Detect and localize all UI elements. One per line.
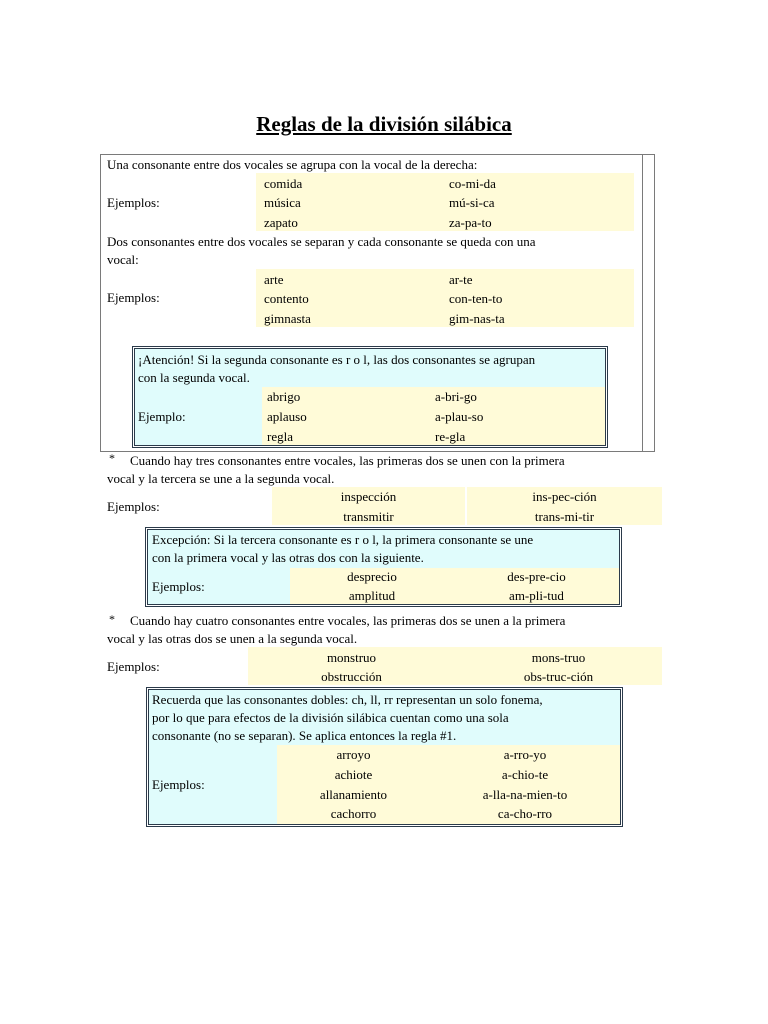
example-split: co-mi-da: [449, 176, 496, 191]
exception-examples-label: Ejemplos:: [152, 579, 205, 594]
example-word: gimnasta: [264, 311, 311, 326]
example-word: abrigo: [267, 389, 301, 404]
example-split: a-lla-na-mien-to: [482, 787, 568, 802]
example-split: a-plau-so: [435, 409, 484, 424]
attention-examples-label: Ejemplo:: [138, 409, 186, 424]
exception-text-line2: con la primera vocal y las otras dos con la siguiente.: [152, 550, 424, 565]
example-word: obstrucción: [321, 669, 382, 684]
rule2-text-line1: Dos consonantes entre dos vocales se separan y cada consonante se queda con una: [107, 234, 536, 249]
frame-side-bar: [641, 154, 655, 452]
example-word: contento: [264, 291, 309, 306]
exception-text-line1: Excepción: Si la tercera consonante es r o l, la primera consonante se une: [152, 532, 534, 547]
example-word: arte: [264, 272, 284, 287]
doubles-text-line1: Recuerda que las consonantes dobles: ch, ll, rr representan un solo fonema,: [152, 692, 543, 707]
example-split: ca-cho-rro: [497, 806, 553, 821]
rule3-text-line2: vocal y la tercera se une a la segunda vocal.: [107, 471, 335, 486]
example-split: a-rro-yo: [503, 747, 547, 762]
example-split: re-gla: [435, 429, 466, 444]
example-word: comida: [264, 176, 303, 191]
example-split: ar-te: [449, 272, 473, 287]
example-split: a-bri-go: [435, 389, 477, 404]
rule1-examples-label: Ejemplos:: [107, 195, 160, 210]
example-word: transmitir: [343, 509, 394, 524]
example-word: zapato: [264, 215, 298, 230]
example-word: amplitud: [348, 588, 396, 603]
bullet-marker: *: [109, 451, 115, 465]
example-split: am-pli-tud: [509, 588, 564, 603]
rule1-text: Una consonante entre dos vocales se agrupa con la vocal de la derecha:: [107, 157, 478, 172]
example-split: trans-mi-tir: [534, 509, 595, 524]
example-split: ins-pec-ción: [532, 489, 597, 504]
rule4-text-line1: Cuando hay cuatro consonantes entre vocales, las primeras dos se unen a la primera: [130, 613, 566, 628]
rule2-text-line2: vocal:: [107, 252, 139, 267]
example-word: desprecio: [347, 569, 397, 584]
doubles-examples-label: Ejemplos:: [152, 777, 205, 792]
attention-text-line2: con la segunda vocal.: [138, 370, 250, 385]
example-split: mú-si-ca: [449, 195, 495, 210]
bullet-marker: *: [109, 612, 115, 626]
example-split: mons-truo: [531, 650, 586, 665]
example-word: monstruo: [326, 650, 377, 665]
example-split: con-ten-to: [449, 291, 503, 306]
doubles-text-line3: consonante (no se separan). Se aplica entonces la regla #1.: [152, 728, 457, 743]
page-title: Reglas de la división silábica: [256, 112, 512, 136]
example-split: gim-nas-ta: [449, 311, 505, 326]
rule2-examples-bg: [256, 269, 634, 327]
rule3-text-line1: Cuando hay tres consonantes entre vocales, las primeras dos se unen con la primera: [130, 453, 565, 468]
example-word: inspección: [340, 489, 397, 504]
example-word: aplauso: [267, 409, 307, 424]
rule1-examples-bg: [256, 173, 634, 231]
example-split: des-pre-cio: [507, 569, 566, 584]
rule4-text-line2: vocal y las otras dos se unen a la segunda vocal.: [107, 631, 358, 646]
rule2-examples-label: Ejemplos:: [107, 290, 160, 305]
example-word: música: [264, 195, 301, 210]
example-word: regla: [267, 429, 293, 444]
example-word: arroyo: [336, 747, 371, 762]
attention-examples-bg: [262, 387, 605, 445]
example-split: za-pa-to: [449, 215, 492, 230]
doubles-text-line2: por lo que para efectos de la división silábica cuentan como una sola: [152, 710, 509, 725]
example-split: obs-truc-ción: [523, 669, 594, 684]
rule4-examples-label: Ejemplos:: [107, 659, 160, 674]
attention-text-line1: ¡Atención! Si la segunda consonante es r o l, las dos consonantes se agrupan: [138, 352, 536, 367]
rule3-examples-label: Ejemplos:: [107, 499, 160, 514]
example-word: achiote: [334, 767, 373, 782]
example-split: a-chio-te: [501, 767, 549, 782]
example-word: allanamiento: [319, 787, 388, 802]
example-word: cachorro: [330, 806, 377, 821]
